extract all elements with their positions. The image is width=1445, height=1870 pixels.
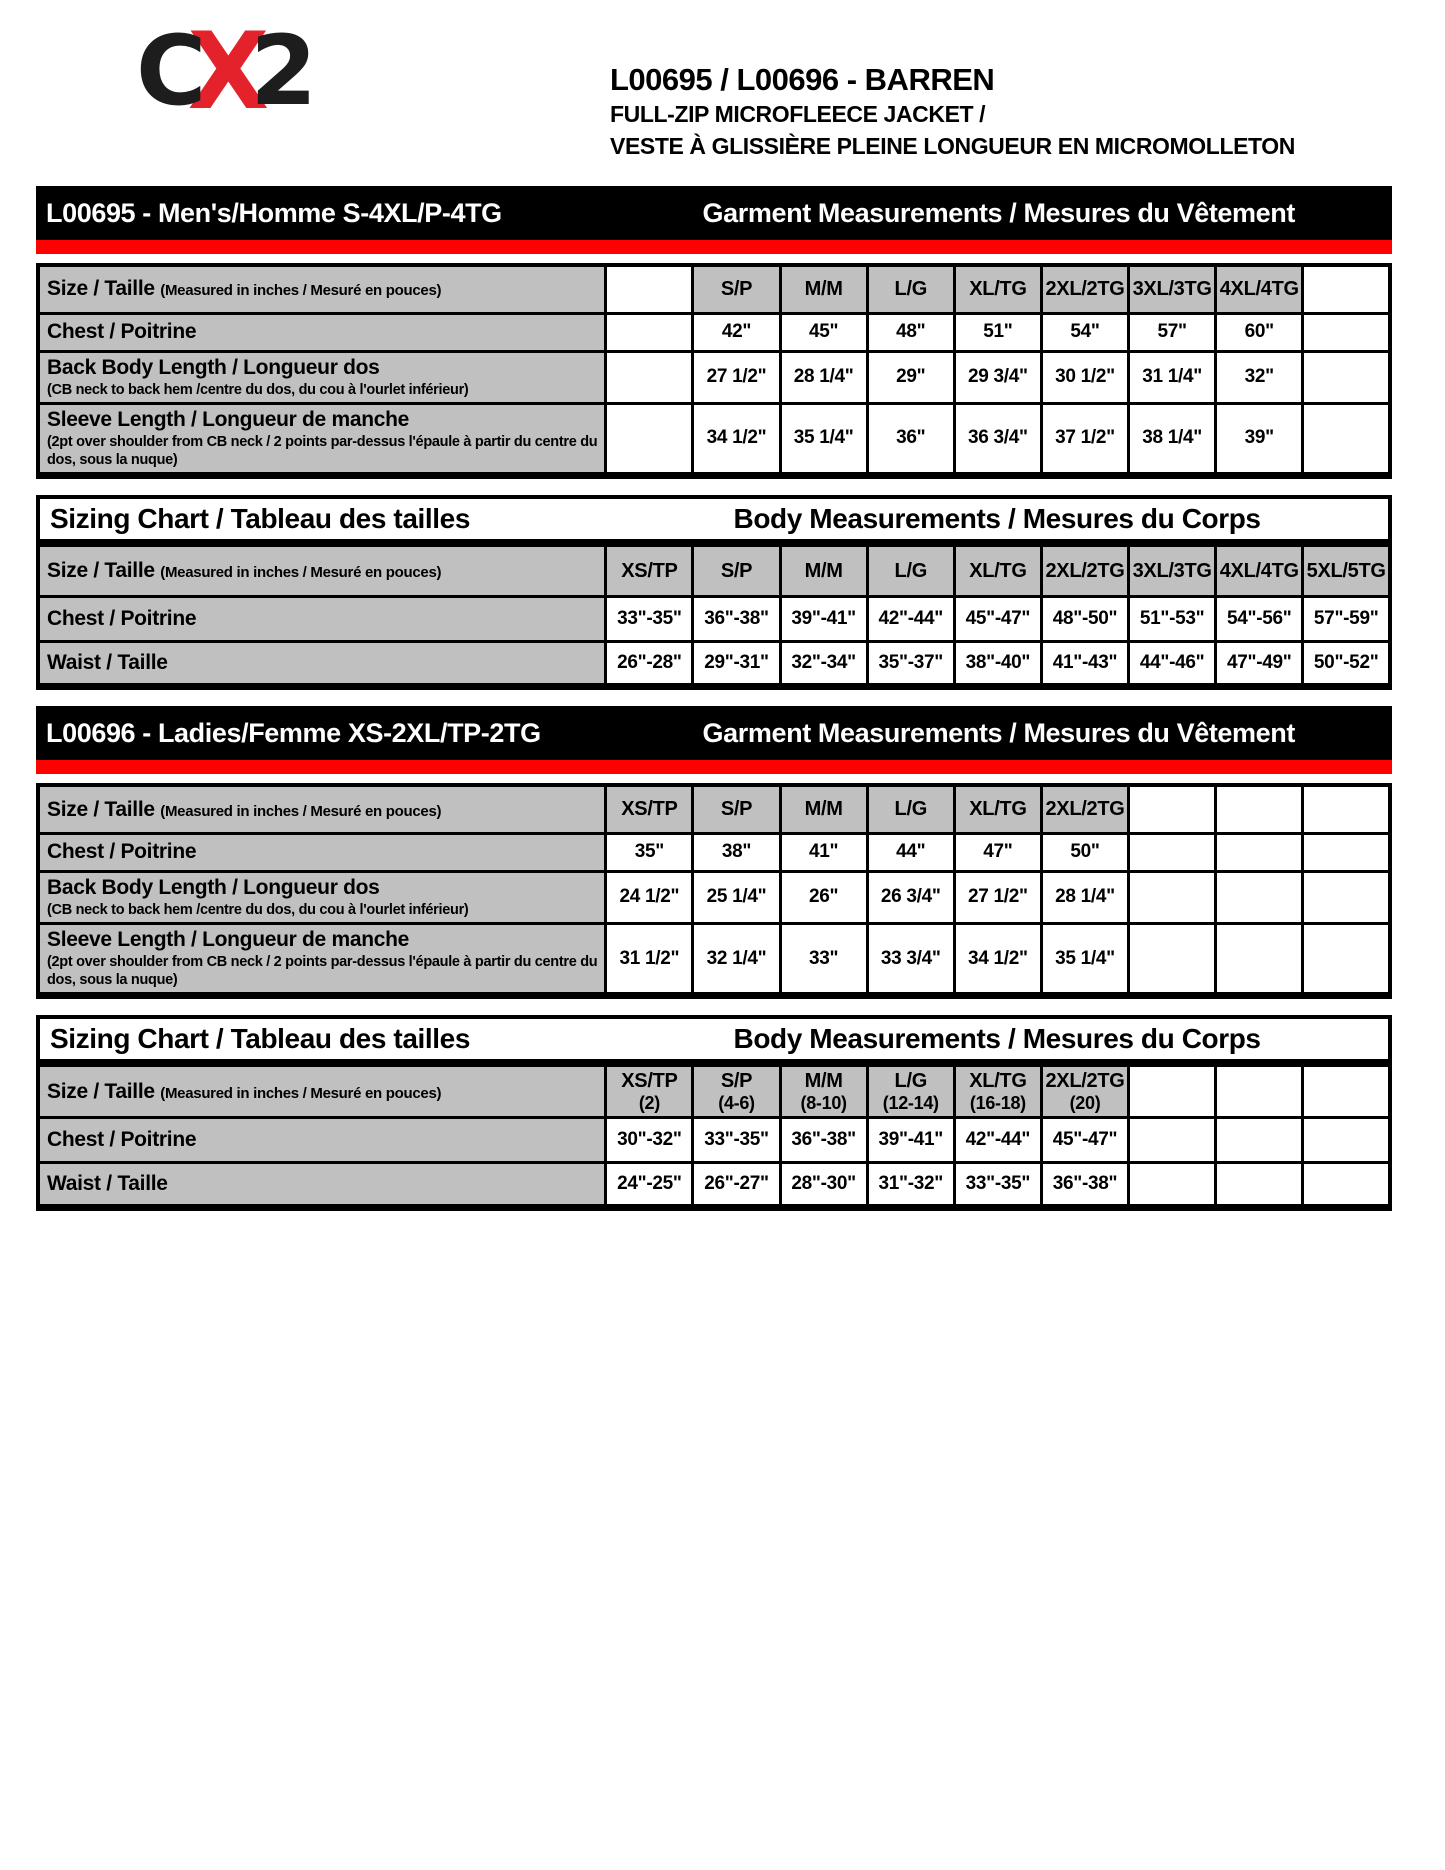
- measurement-value-cell: 38 1/4": [1129, 403, 1216, 475]
- measurement-value-cell: 60": [1216, 313, 1303, 351]
- ladies-body-table: [36, 1063, 1392, 1211]
- measurement-value-cell: 34 1/2": [954, 924, 1041, 996]
- measurement-value-cell: 33 3/4": [867, 924, 954, 996]
- empty-header-cell: [1129, 785, 1216, 833]
- measurement-value-cell: 26": [780, 871, 867, 923]
- measurement-row: [38, 871, 1390, 923]
- size-column-header: [1216, 545, 1303, 597]
- size-code: L/G: [894, 798, 927, 821]
- measurement-row: [38, 403, 1390, 475]
- size-code: S/P: [720, 277, 753, 300]
- size-code: 2XL/2TG: [1045, 798, 1125, 821]
- measurement-value-cell: 51": [954, 313, 1041, 351]
- ladies-body-banner-title: Sizing Chart / Tableau des tailles: [50, 1023, 470, 1055]
- size-taille-label: Size / Taille: [47, 559, 161, 583]
- size-column-header: [867, 545, 954, 597]
- size-header-row: [38, 785, 1390, 833]
- size-code: M/M: [804, 1069, 843, 1092]
- measurement-value-cell: 31"-32": [867, 1162, 954, 1207]
- size-column-header: [867, 265, 954, 313]
- measurement-value-cell: 35 1/4": [1041, 924, 1128, 996]
- empty-value-cell: [1129, 833, 1216, 871]
- empty-value-cell: [606, 313, 693, 351]
- ladies-garment-table: [36, 783, 1392, 999]
- measurement-value-cell: 35": [606, 833, 693, 871]
- size-code: L/G: [894, 277, 927, 300]
- measurement-value-cell: 51"-53": [1129, 597, 1216, 642]
- size-taille-label-cell: [38, 265, 606, 313]
- measurement-value-cell: 41": [780, 833, 867, 871]
- size-code: 4XL/4TG: [1219, 559, 1299, 582]
- measurement-row: [38, 597, 1390, 642]
- empty-value-cell: [1216, 924, 1303, 996]
- size-column-header: [1041, 785, 1128, 833]
- measurement-value-cell: 31 1/4": [1129, 351, 1216, 403]
- size-code: XS/TP: [621, 798, 678, 821]
- measurement-row-note: (2pt over shoulder from CB neck / 2 points par-dessus l'épaule à partir du centre du dos, sous la nuque): [47, 954, 598, 989]
- measurement-value-cell: 29"-31": [693, 642, 780, 687]
- measurement-row-label-cell: [38, 403, 606, 475]
- measurement-value-cell: 27 1/2": [954, 871, 1041, 923]
- logo-letter-x: X: [187, 10, 263, 133]
- size-taille-label-cell: [38, 1065, 606, 1117]
- document-header: [36, 0, 1392, 186]
- mens-garment-banner-subtitle: Garment Measurements / Mesures du Vêtement: [702, 197, 1295, 228]
- measurement-value-cell: 24 1/2": [606, 871, 693, 923]
- size-taille-label: Size / Taille: [47, 1079, 161, 1103]
- size-column-header: [867, 785, 954, 833]
- size-column-header: [606, 1065, 693, 1117]
- measurement-row: [38, 1162, 1390, 1207]
- size-code: S/P: [720, 1069, 753, 1092]
- size-code: M/M: [804, 277, 843, 300]
- measured-in-inches-note: (Measured in inches / Mesuré en pouces): [160, 282, 442, 300]
- size-header-row: [38, 545, 1390, 597]
- product-subtitle-en: FULL-ZIP MICROFLEECE JACKET /: [610, 100, 986, 127]
- measurement-value-cell: 54": [1041, 313, 1128, 351]
- product-title: L00695 / L00696 - BARREN: [610, 62, 995, 97]
- size-column-header: [780, 785, 867, 833]
- empty-value-cell: [1216, 1117, 1303, 1162]
- measurement-row-label-cell: [38, 642, 606, 687]
- empty-value-cell: [1303, 871, 1390, 923]
- empty-value-cell: [1216, 871, 1303, 923]
- measurement-value-cell: 42": [693, 313, 780, 351]
- measurement-value-cell: 57"-59": [1303, 597, 1390, 642]
- measurement-row-label-cell: [38, 871, 606, 923]
- numeric-size-range: (20): [1069, 1092, 1101, 1113]
- sections-root: [36, 186, 1392, 1211]
- empty-value-cell: [1303, 833, 1390, 871]
- measurement-row-label: Chest / Poitrine: [47, 840, 197, 864]
- measurement-row: [38, 642, 1390, 687]
- size-column-header: [693, 1065, 780, 1117]
- size-column-header: [780, 545, 867, 597]
- measurement-value-cell: 39"-41": [780, 597, 867, 642]
- empty-value-cell: [1129, 924, 1216, 996]
- measurement-value-cell: 45"-47": [954, 597, 1041, 642]
- size-code: XL/TG: [969, 559, 1027, 582]
- measured-in-inches-note: (Measured in inches / Mesuré en pouces): [160, 564, 442, 582]
- measurement-value-cell: 36"-38": [1041, 1162, 1128, 1207]
- measurement-value-cell: 28"-30": [780, 1162, 867, 1207]
- measurement-row-label: Chest / Poitrine: [47, 1127, 197, 1151]
- empty-value-cell: [1129, 1162, 1216, 1207]
- measurement-value-cell: 47"-49": [1216, 642, 1303, 687]
- empty-value-cell: [1303, 1162, 1390, 1207]
- mens-body-banner-subtitle: Body Measurements / Mesures du Corps: [733, 502, 1261, 534]
- size-header-row: [38, 265, 1390, 313]
- empty-value-cell: [606, 351, 693, 403]
- empty-value-cell: [1303, 351, 1390, 403]
- measurement-value-cell: 44": [867, 833, 954, 871]
- measurement-row-note: (2pt over shoulder from CB neck / 2 points par-dessus l'épaule à partir du centre du dos, sous la nuque): [47, 433, 598, 468]
- measurement-value-cell: 24"-25": [606, 1162, 693, 1207]
- measurement-value-cell: 36": [867, 403, 954, 475]
- measurement-value-cell: 42"-44": [867, 597, 954, 642]
- measurement-row: [38, 351, 1390, 403]
- size-column-header: [693, 785, 780, 833]
- size-code: 2XL/2TG: [1045, 277, 1125, 300]
- measurement-value-cell: 45": [780, 313, 867, 351]
- size-column-header: [606, 545, 693, 597]
- measurement-row-label: Back Body Length / Longueur dos: [47, 875, 380, 899]
- measurement-value-cell: 42"-44": [954, 1117, 1041, 1162]
- empty-value-cell: [1216, 833, 1303, 871]
- empty-header-cell: [1216, 1065, 1303, 1117]
- size-column-header: [1041, 265, 1128, 313]
- empty-header-cell: [1303, 265, 1390, 313]
- size-column-header: [954, 265, 1041, 313]
- size-code: XS/TP: [621, 559, 678, 582]
- size-column-header: [780, 1065, 867, 1117]
- ladies-body-section: [36, 1015, 1392, 1211]
- empty-value-cell: [1303, 313, 1390, 351]
- measurement-value-cell: 27 1/2": [693, 351, 780, 403]
- size-code: 4XL/4TG: [1219, 277, 1299, 300]
- ladies-body-banner-subtitle: Body Measurements / Mesures du Corps: [733, 1023, 1261, 1055]
- empty-header-cell: [1303, 1065, 1390, 1117]
- document-content: [36, 0, 1392, 1227]
- measurement-row-label-cell: [38, 1117, 606, 1162]
- size-column-header: [954, 545, 1041, 597]
- size-column-header: [1129, 545, 1216, 597]
- measurement-value-cell: 36 3/4": [954, 403, 1041, 475]
- measurement-value-cell: 50"-52": [1303, 642, 1390, 687]
- size-code: 5XL/5TG: [1306, 559, 1386, 582]
- size-column-header: [1303, 545, 1390, 597]
- measurement-row-label-cell: [38, 597, 606, 642]
- measurement-value-cell: 26"-27": [693, 1162, 780, 1207]
- measurement-row-label: Chest / Poitrine: [47, 320, 197, 343]
- red-accent-stripe: [36, 760, 1392, 774]
- measurement-value-cell: 39": [1216, 403, 1303, 475]
- measurement-row: [38, 1117, 1390, 1162]
- mens-garment-banner-title: L00695 - Men's/Homme S-4XL/P-4TG: [46, 197, 502, 228]
- measurement-value-cell: 48": [867, 313, 954, 351]
- numeric-size-range: (4-6): [718, 1092, 755, 1113]
- size-column-header: [954, 785, 1041, 833]
- size-code: M/M: [804, 559, 843, 582]
- size-code: 3XL/3TG: [1132, 277, 1212, 300]
- empty-value-cell: [1129, 871, 1216, 923]
- measurement-row-label-cell: [38, 924, 606, 996]
- measurement-value-cell: 38": [693, 833, 780, 871]
- empty-value-cell: [1303, 403, 1390, 475]
- ladies-garment-banner-title: L00696 - Ladies/Femme XS-2XL/TP-2TG: [46, 717, 541, 748]
- measurement-value-cell: 29": [867, 351, 954, 403]
- size-code: XS/TP: [621, 1069, 678, 1092]
- measurement-value-cell: 29 3/4": [954, 351, 1041, 403]
- empty-header-cell: [1216, 785, 1303, 833]
- measured-in-inches-note: (Measured in inches / Mesuré en pouces): [160, 802, 442, 820]
- measurement-value-cell: 35 1/4": [780, 403, 867, 475]
- measurement-value-cell: 45"-47": [1041, 1117, 1128, 1162]
- measurement-value-cell: 26"-28": [606, 642, 693, 687]
- mens-body-banner: [36, 495, 1392, 543]
- measurement-value-cell: 38"-40": [954, 642, 1041, 687]
- measurement-value-cell: 32 1/4": [693, 924, 780, 996]
- measurement-value-cell: 33"-35": [606, 597, 693, 642]
- size-column-header: [780, 265, 867, 313]
- measurement-row-label-cell: [38, 1162, 606, 1207]
- measurement-row-note: (CB neck to back hem /centre du dos, du cou à l'ourlet inférieur): [47, 381, 469, 398]
- measurement-value-cell: 26 3/4": [867, 871, 954, 923]
- numeric-size-range: (2): [638, 1092, 660, 1113]
- measurement-value-cell: 28 1/4": [1041, 871, 1128, 923]
- empty-value-cell: [1216, 1162, 1303, 1207]
- measurement-value-cell: 57": [1129, 313, 1216, 351]
- measurement-row-label-cell: [38, 351, 606, 403]
- measurement-row-label: Chest / Poitrine: [47, 607, 197, 631]
- size-code: S/P: [720, 559, 753, 582]
- measurement-row: [38, 833, 1390, 871]
- measurement-row-note: (CB neck to back hem /centre du dos, du cou à l'ourlet inférieur): [47, 901, 469, 918]
- measured-in-inches-note: (Measured in inches / Mesuré en pouces): [160, 1084, 442, 1102]
- red-accent-stripe: [36, 240, 1392, 254]
- mens-body-banner-title: Sizing Chart / Tableau des tailles: [50, 502, 470, 534]
- empty-header-cell: [1303, 785, 1390, 833]
- cx2-logo: [136, 10, 310, 133]
- mens-garment-section: [36, 186, 1392, 479]
- measurement-row-label: Waist / Taille: [47, 1171, 168, 1195]
- measurement-value-cell: 41"-43": [1041, 642, 1128, 687]
- measurement-value-cell: 37 1/2": [1041, 403, 1128, 475]
- measurement-value-cell: 28 1/4": [780, 351, 867, 403]
- logo-letter-2: 2: [250, 15, 310, 128]
- size-code: 3XL/3TG: [1132, 559, 1212, 582]
- empty-value-cell: [1303, 1117, 1390, 1162]
- product-subtitle-fr: VESTE À GLISSIÈRE PLEINE LONGUEUR EN MICROMOLLETON: [610, 132, 1295, 159]
- measurement-value-cell: 33"-35": [954, 1162, 1041, 1207]
- title-block: [610, 62, 1295, 161]
- size-code: XL/TG: [969, 277, 1027, 300]
- measurement-row-label-cell: [38, 313, 606, 351]
- size-column-header: [867, 1065, 954, 1117]
- measurement-row: [38, 313, 1390, 351]
- measurement-value-cell: 25 1/4": [693, 871, 780, 923]
- numeric-size-range: (12-14): [882, 1092, 939, 1113]
- mens-garment-banner: [36, 186, 1392, 240]
- measurement-value-cell: 30"-32": [606, 1117, 693, 1162]
- size-column-header: [693, 265, 780, 313]
- measurement-value-cell: 47": [954, 833, 1041, 871]
- measurement-value-cell: 48"-50": [1041, 597, 1128, 642]
- measurement-row-label-cell: [38, 833, 606, 871]
- measurement-value-cell: 54"-56": [1216, 597, 1303, 642]
- measurement-value-cell: 39"-41": [867, 1117, 954, 1162]
- size-taille-label: Size / Taille: [47, 797, 161, 821]
- measurement-value-cell: 31 1/2": [606, 924, 693, 996]
- numeric-size-range: (16-18): [969, 1092, 1026, 1113]
- size-code: S/P: [720, 798, 753, 821]
- size-taille-label: Size / Taille: [47, 277, 161, 301]
- ladies-garment-banner: [36, 706, 1392, 760]
- measurement-value-cell: 50": [1041, 833, 1128, 871]
- measurement-value-cell: 33": [780, 924, 867, 996]
- size-code: M/M: [804, 798, 843, 821]
- measurement-value-cell: 44"-46": [1129, 642, 1216, 687]
- mens-garment-table: [36, 263, 1392, 479]
- size-code: XL/TG: [969, 1069, 1027, 1092]
- measurement-row-label: Back Body Length / Longueur dos: [47, 355, 380, 379]
- measurement-value-cell: 33"-35": [693, 1117, 780, 1162]
- size-header-row: [38, 1065, 1390, 1117]
- measurement-row-label: Sleeve Length / Longueur de manche: [47, 928, 410, 951]
- size-column-header: [1129, 265, 1216, 313]
- size-column-header: [1041, 1065, 1128, 1117]
- empty-value-cell: [1303, 924, 1390, 996]
- size-taille-label-cell: [38, 545, 606, 597]
- size-code: L/G: [894, 1069, 927, 1092]
- measurement-value-cell: 32"-34": [780, 642, 867, 687]
- empty-header-cell: [606, 265, 693, 313]
- size-column-header: [1041, 545, 1128, 597]
- measurement-row-label: Sleeve Length / Longueur de manche: [47, 407, 410, 431]
- measurement-value-cell: 32": [1216, 351, 1303, 403]
- measurement-row-label: Waist / Taille: [47, 651, 168, 675]
- size-code: 2XL/2TG: [1045, 559, 1125, 582]
- measurement-value-cell: 35"-37": [867, 642, 954, 687]
- measurement-value-cell: 34 1/2": [693, 403, 780, 475]
- size-code: 2XL/2TG: [1045, 1069, 1125, 1092]
- mens-body-section: [36, 495, 1392, 691]
- measurement-row: [38, 924, 1390, 996]
- mens-body-table: [36, 543, 1392, 691]
- measurement-value-cell: 36"-38": [693, 597, 780, 642]
- size-column-header: [1216, 265, 1303, 313]
- size-taille-label-cell: [38, 785, 606, 833]
- empty-value-cell: [1129, 1117, 1216, 1162]
- logo-letter-c: C: [136, 15, 200, 128]
- empty-header-cell: [1129, 1065, 1216, 1117]
- size-column-header: [954, 1065, 1041, 1117]
- ladies-body-banner: [36, 1015, 1392, 1063]
- measurement-value-cell: 36"-38": [780, 1117, 867, 1162]
- size-column-header: [606, 785, 693, 833]
- empty-value-cell: [606, 403, 693, 475]
- size-code: XL/TG: [969, 798, 1027, 821]
- ladies-garment-banner-subtitle: Garment Measurements / Mesures du Vêtement: [702, 717, 1295, 748]
- size-column-header: [693, 545, 780, 597]
- numeric-size-range: (8-10): [800, 1092, 847, 1113]
- measurement-value-cell: 30 1/2": [1041, 351, 1128, 403]
- ladies-garment-section: [36, 706, 1392, 999]
- size-code: L/G: [894, 559, 927, 582]
